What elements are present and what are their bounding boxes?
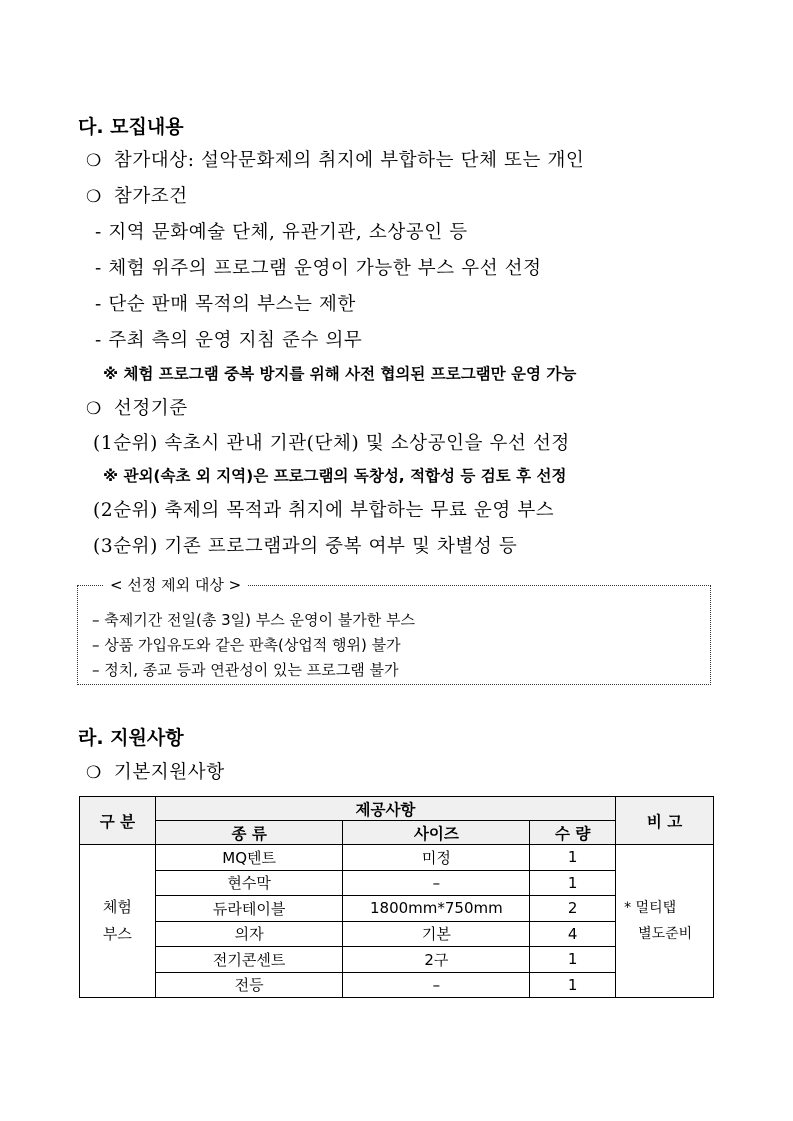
criteria-rank-3: (3순위) 기존 프로그램과의 중복 여부 및 차별성 등 [93, 536, 518, 557]
exclusion-item: – 상품 가입유도와 같은 판촉(상업적 행위) 불가 [92, 636, 401, 654]
selection-criteria-title [86, 394, 188, 420]
size-cell: 2구 [343, 947, 530, 973]
condition-item: - 체험 위주의 프로그램 운영이 가능한 부스 우선 선정 [95, 258, 542, 279]
qty-cell: 4 [530, 921, 616, 947]
exclusion-item: – 축제기간 전일(총 3일) 부스 운영이 불가한 부스 [92, 611, 415, 629]
kind-cell: 전등 [155, 972, 343, 998]
criteria-rank-1: (1순위) 속초시 관내 기관(단체) 및 소상공인을 우선 선정 [93, 433, 570, 454]
remark-line: 별도준비 [638, 926, 693, 942]
participation-target [86, 146, 584, 172]
criteria-title-text: 선정기준 [113, 398, 188, 419]
circle-bullet-icon: ❍ [86, 763, 102, 783]
section-heading-recruitment: 다. 모집내용 [78, 116, 184, 138]
circle-bullet-icon: ❍ [86, 151, 102, 171]
qty-cell: 2 [530, 896, 616, 922]
criteria-note: ※ 관외(속초 외 지역)은 프로그램의 독창성, 적합성 등 검토 후 선정 [103, 467, 567, 485]
size-cell: – [343, 972, 530, 998]
kind-cell: 현수막 [155, 870, 343, 896]
header-provided: 제공사항 [155, 797, 615, 821]
exclusion-box [77, 576, 711, 685]
qty-cell: 1 [530, 845, 616, 871]
qty-cell: 1 [530, 972, 616, 998]
exclusion-box-title: < 선정 제외 대상 > [104, 574, 247, 595]
subheader-kind: 종 류 [155, 821, 343, 845]
condition-item: - 단순 판매 목적의 부스는 제한 [95, 294, 356, 315]
participation-target-text: 참가대상: 설악문화제의 취지에 부합하는 단체 또는 개인 [113, 150, 585, 171]
condition-item: - 지역 문화예술 단체, 유관기관, 소상공인 등 [95, 222, 468, 243]
size-cell: 1800mm*750mm [343, 896, 530, 922]
conditions-title-text: 참가조건 [113, 186, 188, 207]
conditions-note: ※ 체험 프로그램 중복 방지를 위해 사전 협의된 프로그램만 운영 가능 [103, 365, 577, 383]
kind-cell: 전기콘센트 [155, 947, 343, 973]
participation-conditions-title [86, 182, 188, 208]
criteria-rank-2: (2순위) 축제의 목적과 취지에 부합하는 무료 운영 부스 [93, 500, 555, 521]
size-cell: 미정 [343, 845, 530, 871]
remark-cell [616, 845, 714, 998]
qty-cell: 1 [530, 870, 616, 896]
division-line: 부스 [102, 925, 132, 943]
division-line: 체험 [102, 898, 132, 916]
circle-bullet-icon: ❍ [86, 187, 102, 207]
subheader-size: 사이즈 [343, 821, 530, 845]
kind-cell: MQ텐트 [155, 845, 343, 871]
kind-cell: 듀라테이블 [155, 896, 343, 922]
size-cell: – [343, 870, 530, 896]
division-cell [80, 845, 156, 998]
remark-line: * 멀티탭 [624, 900, 677, 916]
kind-cell: 의자 [155, 921, 343, 947]
subheader-qty: 수 량 [530, 821, 616, 845]
header-remark: 비 고 [616, 797, 714, 845]
section-heading-support: 라. 지원사항 [78, 727, 184, 749]
table-row [80, 845, 714, 871]
support-table [79, 796, 714, 998]
condition-item: - 주최 측의 운영 지침 준수 의무 [95, 330, 363, 351]
circle-bullet-icon: ❍ [86, 399, 102, 419]
exclusion-item: – 정치, 종교 등과 연관성이 있는 프로그램 불가 [92, 661, 399, 679]
size-cell: 기본 [343, 921, 530, 947]
basic-support-title-text: 기본지원사항 [113, 762, 225, 783]
qty-cell: 1 [530, 947, 616, 973]
header-division: 구 분 [80, 797, 156, 845]
basic-support-title [86, 758, 225, 784]
